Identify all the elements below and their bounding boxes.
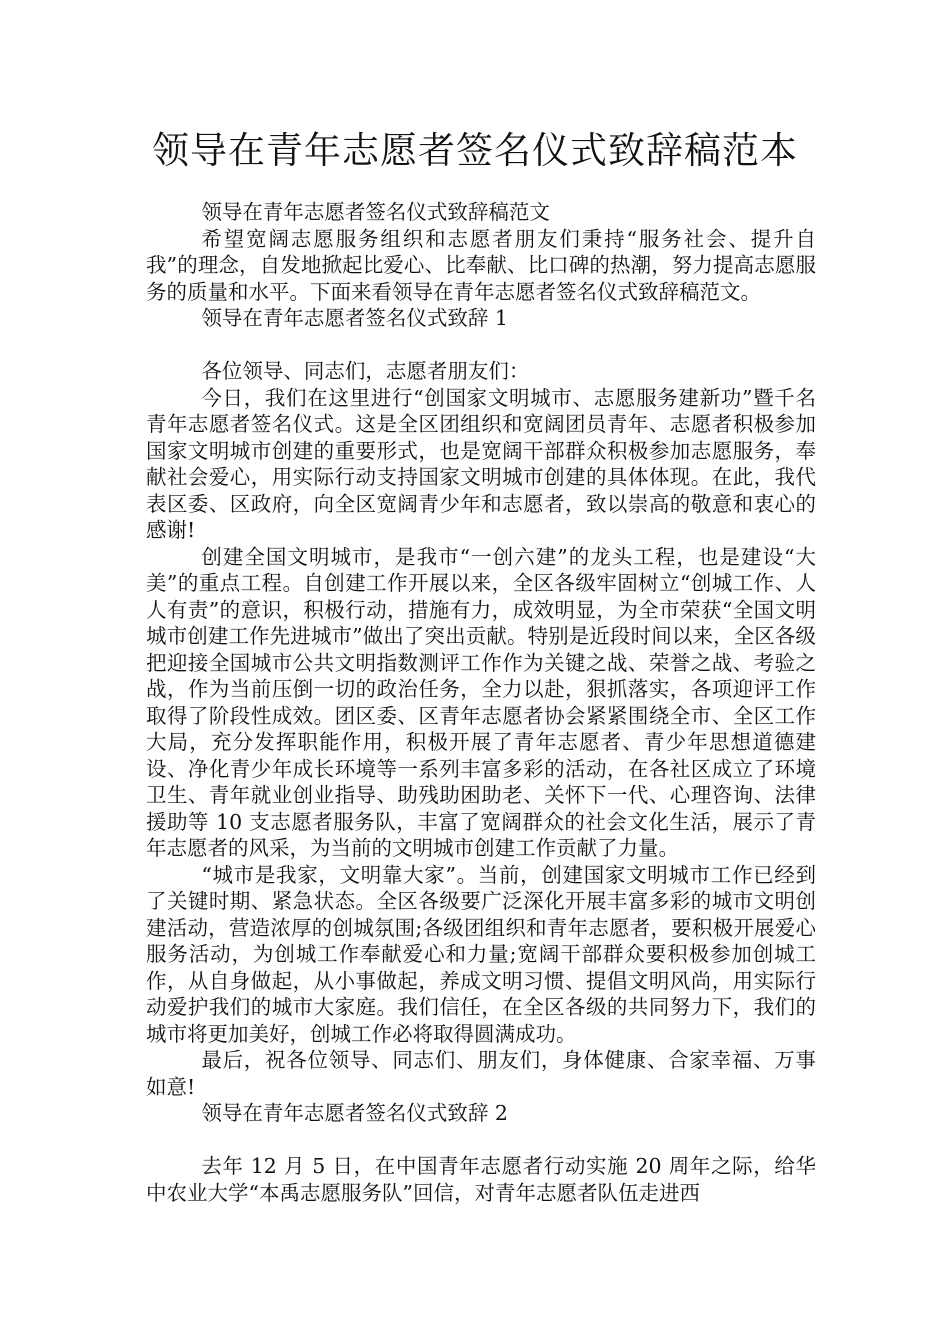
blank-line (146, 332, 816, 359)
subtitle-paragraph: 领导在青年志愿者签名仪式致辞稿范文 (201, 200, 550, 224)
body-paragraph: 去年 12 月 5 日，在中国青年志愿者行动实施 20 周年之际，给华中农业大学“本禹志愿服务队”回信，对青年志愿者队伍走进西 (146, 1154, 816, 1205)
closing-paragraph: 最后，祝各位领导、同志们、朋友们，身体健康、合家幸福、万事如意! (146, 1048, 816, 1099)
section-heading-1: 领导在青年志愿者签名仪式致辞 1 (201, 306, 508, 330)
blank-line (146, 1127, 816, 1154)
document-body (146, 199, 816, 1206)
intro-paragraph: 希望宽阔志愿服务组织和志愿者朋友们秉持“服务社会、提升自我”的理念，自发地掀起比爱心、比奉献、比口碑的热潮，努力提高志愿服务的质量和水平。下面来看领导在青年志愿者签名仪式致辞稿范文。 (146, 226, 816, 304)
body-paragraph: “城市是我家，文明靠大家”。当前，创建国家文明城市工作已经到了关键时期、紧急状态。全区各级要广泛深化开展丰富多彩的城市文明创建活动，营造浓厚的创城氛围;各级团组织和青年志愿者，要积极开展爱心服务活动，为创城工作奉献爱心和力量;宽阔干部群众要积极参加创城工作，从自身做起，从小事做起，养成文明习惯、提倡文明风尚，用实际行动爱护我们的城市大家庭。我们信任，在全区各级的共同努力下，我们的城市将更加美好，创城工作必将取得圆满成功。 (146, 862, 816, 1046)
salutation-paragraph: 各位领导、同志们，志愿者朋友们： (201, 359, 530, 383)
body-paragraph: 创建全国文明城市，是我市“一创六建”的龙头工程，也是建设“大美”的重点工程。自创建工作开展以来，全区各级牢固树立“创城工作、人人有责”的意识，积极行动，措施有力，成效明显，为全市荣获“全国文明城市创建工作先进城市”做出了突出贡献。特别是近段时间以来，全区各级把迎接全国城市公共文明指数测评工作作为关键之战、荣誉之战、考验之战，作为当前压倒一切的政治任务，全力以赴，狠抓落实，各项迎评工作取得了阶段性成效。团区委、区青年志愿者协会紧紧围绕全市、全区工作大局，充分发挥职能作用，积极开展了青年志愿者、青少年思想道德建设、净化青少年成长环境等一系列丰富多彩的活动，在各社区成立了环境卫生、青年就业创业指导、助残助困助老、关怀下一代、心理咨询、法律援助等 10 支志愿者服务队，丰富了宽阔群众的社会文化生活，展示了青年志愿者的风采，为当前的文明城市创建工作贡献了力量。 (146, 544, 816, 860)
document-title: 领导在青年志愿者签名仪式致辞稿范本 (152, 129, 798, 172)
section-heading-2: 领导在青年志愿者签名仪式致辞 2 (201, 1101, 508, 1125)
body-paragraph: 今日，我们在这里进行“创国家文明城市、志愿服务建新功”暨千名青年志愿者签名仪式。这是全区团组织和宽阔团员青年、志愿者积极参加国家文明城市创建的重要形式，也是宽阔干部群众积极参加志愿服务，奉献社会爱心，用实际行动支持国家文明城市创建的具体体现。在此，我代表区委、区政府，向全区宽阔青少年和志愿者，致以崇高的敬意和衷心的感谢! (146, 385, 816, 542)
